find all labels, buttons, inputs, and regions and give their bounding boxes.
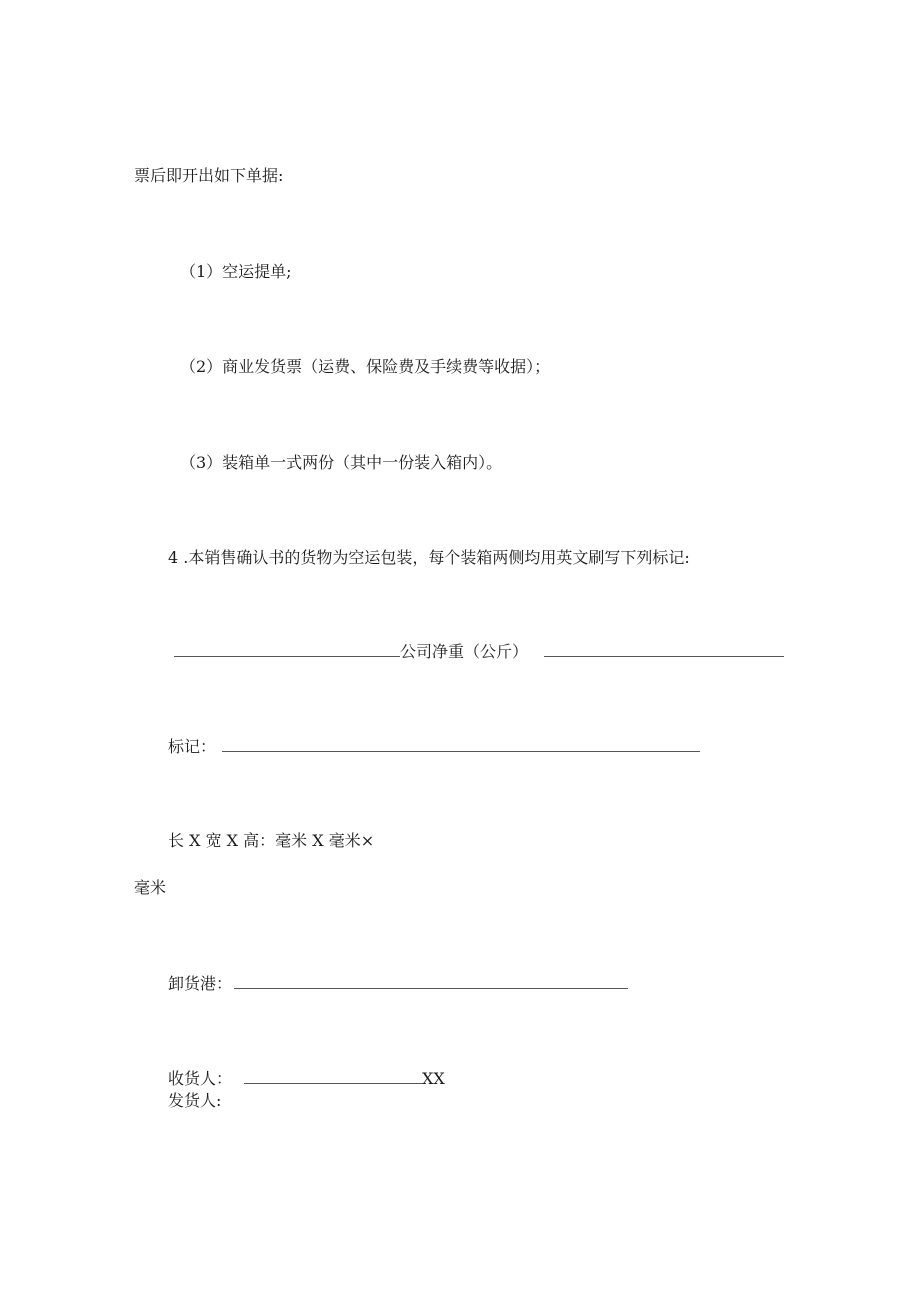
marks-blank xyxy=(222,739,700,752)
shipper-label: 发货人: xyxy=(168,1091,222,1110)
port-label: 卸货港： xyxy=(168,974,233,993)
marks-row xyxy=(168,737,700,757)
document-item-2: （2）商业发货票（运费、保险费及手续费等收据）； xyxy=(180,357,551,376)
clause-4-text: 4 .本销售确认书的货物为空运包装，每个装箱两侧均用英文刷写下列标记: xyxy=(168,548,690,567)
net-weight-label: 公司净重（公斤） xyxy=(400,642,529,661)
consignee-row xyxy=(168,1069,445,1089)
net-weight-row xyxy=(174,642,784,662)
consignee-label: 收货人： xyxy=(168,1069,233,1088)
dimensions-unit: 毫米 xyxy=(134,878,167,897)
document-item-1: （1）空运提单; xyxy=(180,262,292,281)
intro-text: 票后即开出如下单据: xyxy=(134,166,284,185)
consignee-blank xyxy=(244,1071,422,1084)
consignee-suffix: XX xyxy=(422,1069,445,1088)
port-row xyxy=(168,974,628,994)
document-item-3: （3）装箱单一式两份（其中一份装入箱内）。 xyxy=(180,453,503,472)
company-blank xyxy=(174,644,400,657)
port-blank xyxy=(234,976,628,989)
dimensions-label: 长 X 宽 X 高：毫米 X 毫米× xyxy=(168,831,375,850)
marks-label: 标记： xyxy=(168,737,217,756)
net-weight-blank xyxy=(544,644,784,657)
